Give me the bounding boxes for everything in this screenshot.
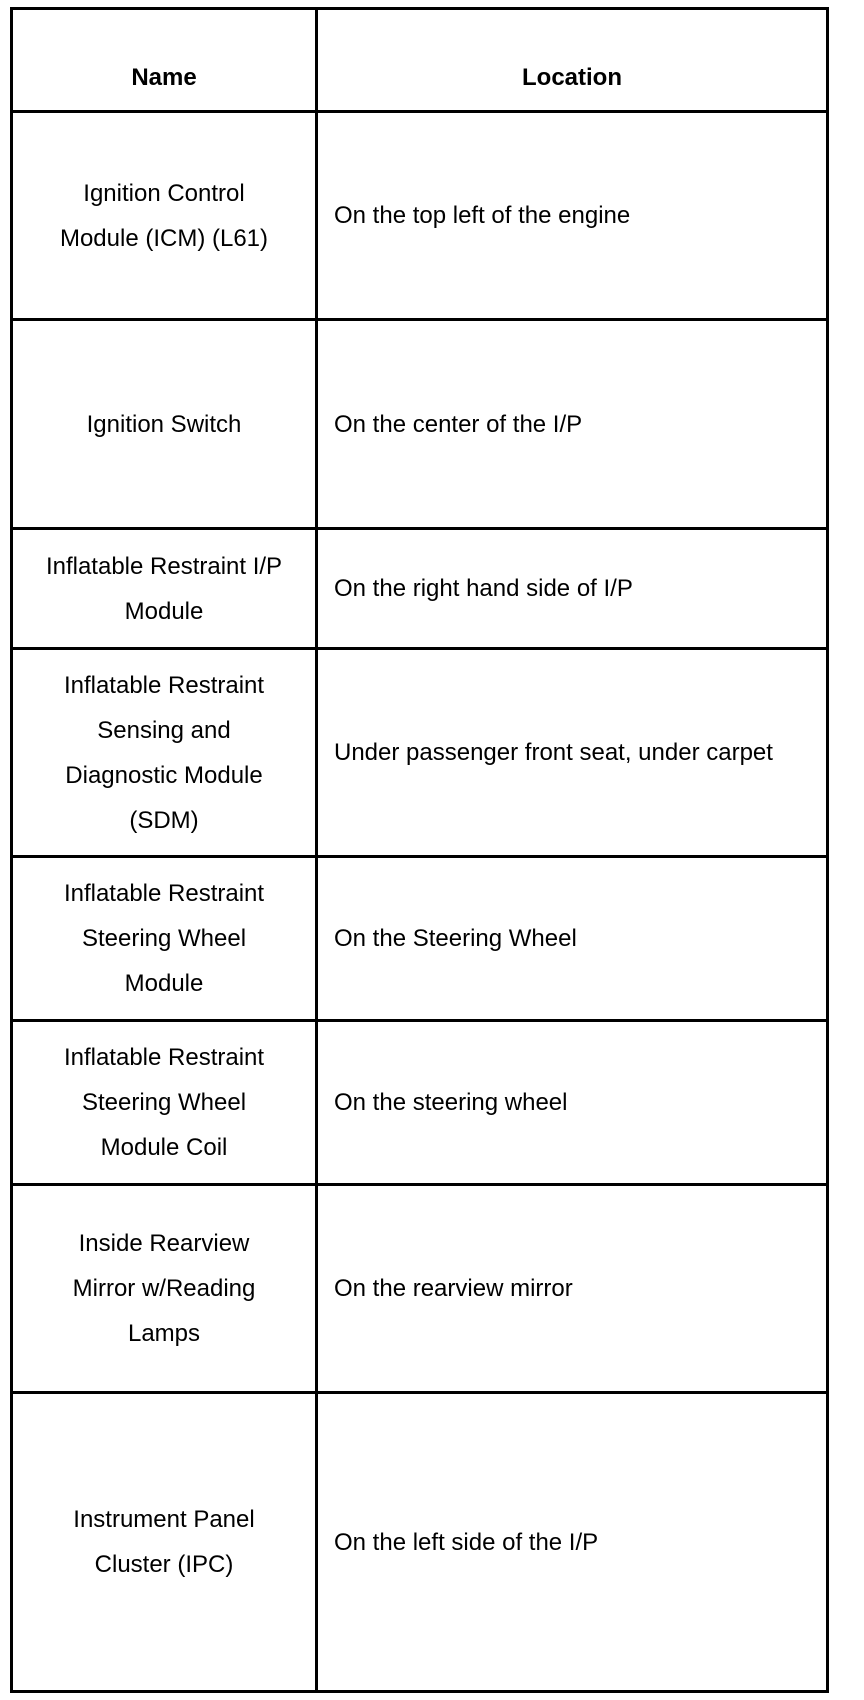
component-name: Inflatable Restraint I/P Module bbox=[45, 552, 283, 625]
table-row bbox=[12, 529, 828, 649]
component-name-cell bbox=[12, 857, 317, 1021]
component-location-cell bbox=[317, 857, 828, 1021]
component-name-cell bbox=[12, 1021, 317, 1185]
component-name: Inflatable Restraint Steering Wheel Module Coil bbox=[63, 1044, 265, 1161]
component-location: Under passenger front seat, under carpet bbox=[334, 739, 773, 766]
component-name: Inside Rearview Mirror w/Reading Lamps bbox=[72, 1230, 256, 1347]
component-name: Instrument Panel Cluster (IPC) bbox=[73, 1506, 255, 1578]
table-row bbox=[12, 1021, 828, 1185]
component-name-cell bbox=[12, 112, 317, 320]
component-name: Inflatable Restraint Steering Wheel Module bbox=[63, 880, 265, 997]
component-name-cell bbox=[12, 1393, 317, 1692]
table-row bbox=[12, 112, 828, 320]
column-header-name: Name bbox=[12, 9, 317, 112]
component-name-cell bbox=[12, 529, 317, 649]
column-header-location: Location bbox=[317, 9, 828, 112]
component-location: On the right hand side of I/P bbox=[334, 575, 633, 602]
table-row bbox=[12, 857, 828, 1021]
component-location: On the rearview mirror bbox=[334, 1275, 573, 1302]
table-row bbox=[12, 1185, 828, 1393]
component-location-cell bbox=[317, 112, 828, 320]
component-location-cell bbox=[317, 529, 828, 649]
component-location: On the left side of the I/P bbox=[334, 1528, 599, 1556]
component-name-cell bbox=[12, 320, 317, 529]
component-name-cell bbox=[12, 1185, 317, 1393]
component-location-cell bbox=[317, 320, 828, 529]
component-location-cell bbox=[317, 1021, 828, 1185]
component-name: Ignition Switch bbox=[86, 410, 242, 438]
component-name: Ignition Control Module (ICM) (L61) bbox=[59, 179, 269, 252]
component-location-cell bbox=[317, 1185, 828, 1393]
table-row bbox=[12, 320, 828, 529]
component-location: On the Steering Wheel bbox=[334, 925, 577, 952]
component-location: On the steering wheel bbox=[334, 1089, 568, 1116]
component-name-cell bbox=[12, 649, 317, 857]
component-location: On the center of the I/P bbox=[334, 410, 583, 438]
table-row bbox=[12, 649, 828, 857]
table-header-row bbox=[12, 9, 828, 112]
table-row bbox=[12, 1393, 828, 1692]
component-location-cell bbox=[317, 649, 828, 857]
component-location: On the top left of the engine bbox=[334, 202, 631, 229]
component-location-table bbox=[10, 7, 829, 1693]
component-name: Inflatable Restraint Sensing and Diagnostic Module (SDM) bbox=[63, 671, 265, 834]
component-location-cell bbox=[317, 1393, 828, 1692]
